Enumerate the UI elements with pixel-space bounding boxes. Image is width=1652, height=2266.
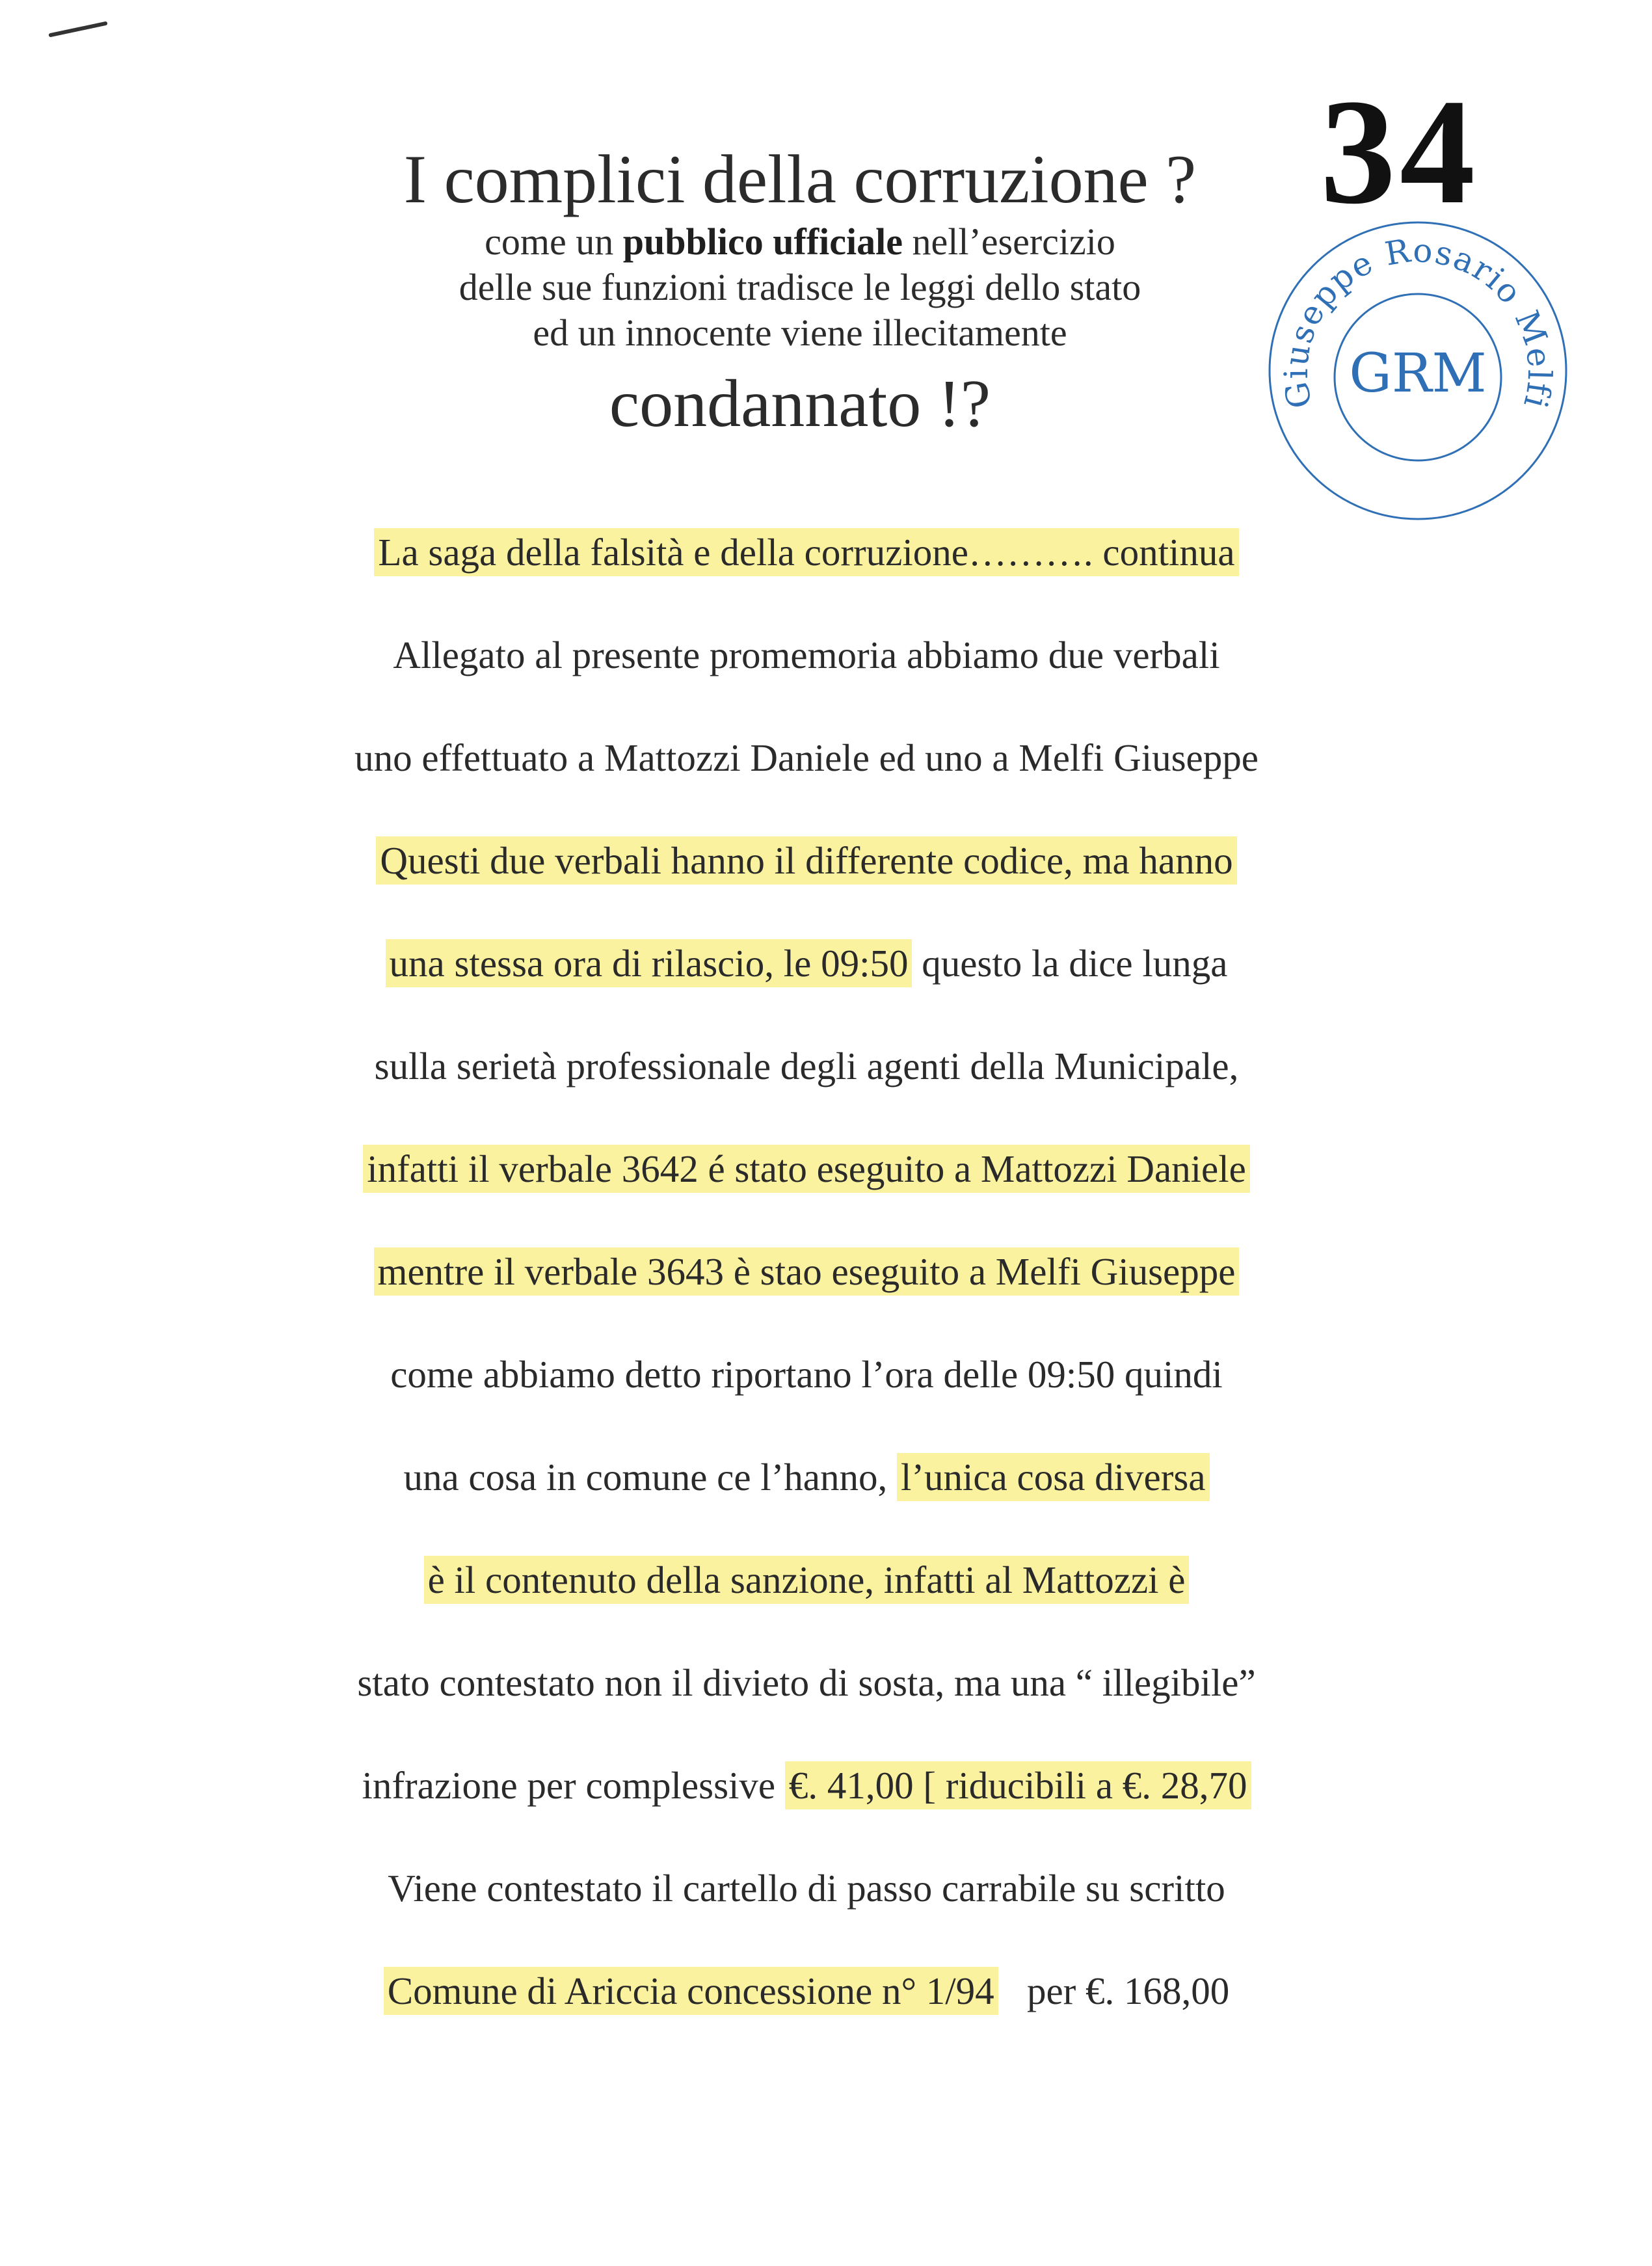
text-line bbox=[221, 1244, 1392, 1346]
highlighted-text: è il contenuto della sanzione, infatti al Mattozzi è bbox=[424, 1556, 1190, 1604]
line-pre: una cosa in comune ce l’hanno, bbox=[403, 1456, 897, 1499]
stamp-outer-text: Giuseppe Rosario Melfi bbox=[1277, 232, 1559, 414]
highlighted-text: infatti il verbale 3642 é stato eseguito a Mattozzi Daniele bbox=[363, 1145, 1250, 1193]
subtitle-line-2: delle sue funzioni tradisce le leggi dello stato bbox=[459, 265, 1141, 308]
text-line bbox=[221, 1141, 1392, 1244]
text-line bbox=[221, 730, 1392, 833]
highlighted-text: mentre il verbale 3643 è stao eseguito a Melfi Giuseppe bbox=[374, 1247, 1240, 1296]
subtitle-bold: pubblico ufficiale bbox=[622, 220, 903, 263]
text-line bbox=[221, 1552, 1392, 1655]
pen-mark bbox=[48, 21, 107, 38]
line-plain: uno effettuato a Mattozzi Daniele ed uno a Melfi Giuseppe bbox=[354, 736, 1259, 779]
text-line bbox=[221, 833, 1392, 935]
highlighted-text: l’unica cosa diversa bbox=[897, 1453, 1210, 1501]
highlighted-text: €. 41,00 [ riducibili a €. 28,70 bbox=[785, 1761, 1251, 1809]
line-plain: per €. 168,00 bbox=[998, 1969, 1230, 2012]
line-plain: stato contestato non il divieto di sosta, ma una “ illegibile” bbox=[357, 1661, 1256, 1704]
text-line bbox=[221, 1963, 1392, 2066]
highlighted-text: La saga della falsità e della corruzione………. continua bbox=[374, 528, 1238, 576]
subtitle-line-1 bbox=[195, 219, 1405, 265]
highlighted-text: Questi due verbali hanno il differente codice, ma hanno bbox=[376, 836, 1236, 885]
text-line bbox=[221, 1346, 1392, 1449]
text-line bbox=[221, 1757, 1392, 1860]
line-plain: Viene contestato il cartello di passo carrabile su scritto bbox=[388, 1867, 1225, 1910]
text-line bbox=[221, 627, 1392, 730]
subtitle-line-3: ed un innocente viene illecitamente bbox=[533, 311, 1067, 354]
subtitle-text: nell’esercizio bbox=[902, 220, 1115, 263]
text-line bbox=[221, 1655, 1392, 1757]
highlighted-text: una stessa ora di rilascio, le 09:50 bbox=[386, 939, 913, 987]
headline-word: condannato !? bbox=[609, 366, 991, 441]
page-number: 34 bbox=[1320, 68, 1479, 235]
line-pre: infrazione per complessive bbox=[362, 1764, 785, 1807]
line-plain: questo la dice lunga bbox=[912, 942, 1228, 985]
header bbox=[195, 140, 1405, 445]
body-text bbox=[221, 524, 1392, 2066]
text-line bbox=[221, 935, 1392, 1038]
text-line bbox=[221, 524, 1392, 627]
line-plain: Allegato al presente promemoria abbiamo due verbali bbox=[393, 633, 1220, 676]
document-title: I complici della corruzione ? bbox=[403, 141, 1197, 217]
stamp-initials: GRM bbox=[1349, 343, 1487, 405]
line-plain: sulla serietà professionale degli agenti della Municipale, bbox=[374, 1045, 1239, 1087]
text-line bbox=[221, 1038, 1392, 1141]
highlighted-text: Comune di Ariccia concessione n° 1/94 bbox=[384, 1967, 998, 2015]
text-line bbox=[221, 1860, 1392, 1963]
subtitle-text: come un bbox=[485, 220, 623, 263]
text-line bbox=[221, 1449, 1392, 1552]
line-plain: come abbiamo detto riportano l’ora delle 09:50 quindi bbox=[390, 1353, 1223, 1396]
